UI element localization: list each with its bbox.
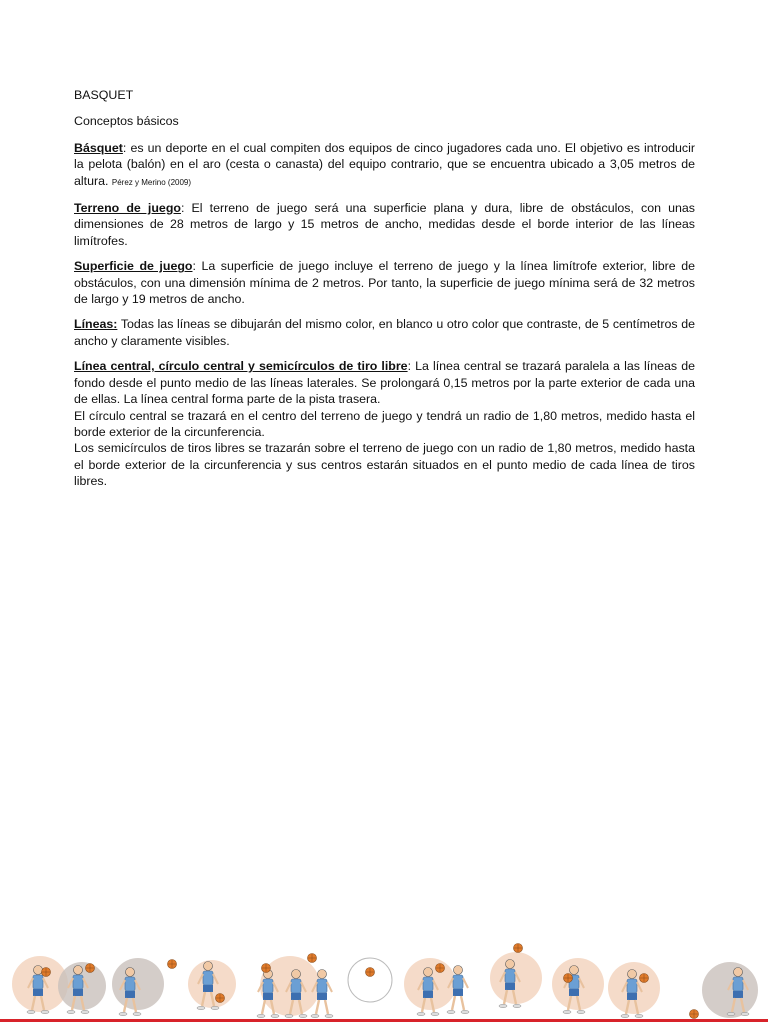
section-text: : El terreno de juego será una superficie plana y dura, libre de obstáculos, con unas dimensiones de 28 metros de largo y 15 metros de ancho, medidas desde el borde interior de las líneas limítrofes. xyxy=(74,201,695,248)
basketball xyxy=(436,964,445,973)
section-linea-central xyxy=(74,358,695,407)
footer-line xyxy=(0,1019,768,1022)
basketball xyxy=(168,960,177,969)
bg-circle xyxy=(702,962,758,1018)
paragraph-semicirculos: Los semicírculos de tiros libres se trazarán sobre el terreno de juego con un radio de 1,80 metros, medido hasta el borde exterior de la circunferencia y sus centros estarán situados en el punto medio de cada línea de tiros libres. xyxy=(74,441,695,489)
paragraph-circulo-central: El círculo central se trazará en el centro del terreno de juego y tendrá un radio de 1,80 metros, medido hasta el borde exterior de la circunferencia. xyxy=(74,408,695,439)
basketball xyxy=(308,954,317,963)
basketball xyxy=(640,974,649,983)
section-text: : La superficie de juego incluye el terreno de juego y la línea limítrofe exterior, libre de obstáculos, con una dimensión mínima de 2 metros. Por tanto, la superficie de juego mínima será de 32 metros de largo y 19 metros de ancho. xyxy=(74,259,695,307)
section-term: Superficie de juego xyxy=(74,259,193,274)
basketball xyxy=(216,994,225,1003)
section-text: Todas las líneas se dibujarán del mismo color, en blanco u otro color que contraste, de 5 centímetros de ancho y claramente visibles. xyxy=(74,317,695,348)
basketball xyxy=(262,964,271,973)
section-lineas xyxy=(74,316,695,349)
basketball xyxy=(366,968,375,977)
section-text: : La línea central se trazará paralela a las líneas de fondo desde el punto medio de las líneas laterales. Se prolongará 0,15 metros por la parte exterior de cada una de ellas. La línea central forma parte de la pista trasera. xyxy=(74,359,695,407)
basketball xyxy=(690,1010,699,1019)
section-superficie-de-juego xyxy=(74,258,695,307)
basketball-players-illustration xyxy=(0,938,768,1024)
basketball xyxy=(86,964,95,973)
section-basquet xyxy=(74,140,695,191)
document-subtitle: Conceptos básicos xyxy=(74,114,179,129)
basketball xyxy=(514,944,523,953)
section-terreno-de-juego xyxy=(74,200,695,249)
bg-circle xyxy=(490,952,542,1004)
bg-circle xyxy=(348,958,392,1002)
document-title: BASQUET xyxy=(74,88,134,102)
section-term: Básquet xyxy=(74,140,123,155)
section-term: Terreno de juego xyxy=(74,201,181,216)
section-term: Líneas: xyxy=(74,317,118,332)
section-term: Línea central, círculo central y semicírculos de tiro libre xyxy=(74,359,408,374)
citation: Pérez y Merino (2009) xyxy=(111,177,192,187)
basketball xyxy=(564,974,573,983)
basketball xyxy=(42,968,51,977)
document-body xyxy=(74,87,695,490)
section-text: : es un deporte en el cual compiten dos equipos de cinco jugadores cada uno. El objetivo es introducir la pelota (balón) en el aro (cesta o canasta) del equipo contrario, que se encuentra ubicado a 3,05 metros de altura. xyxy=(74,140,695,188)
